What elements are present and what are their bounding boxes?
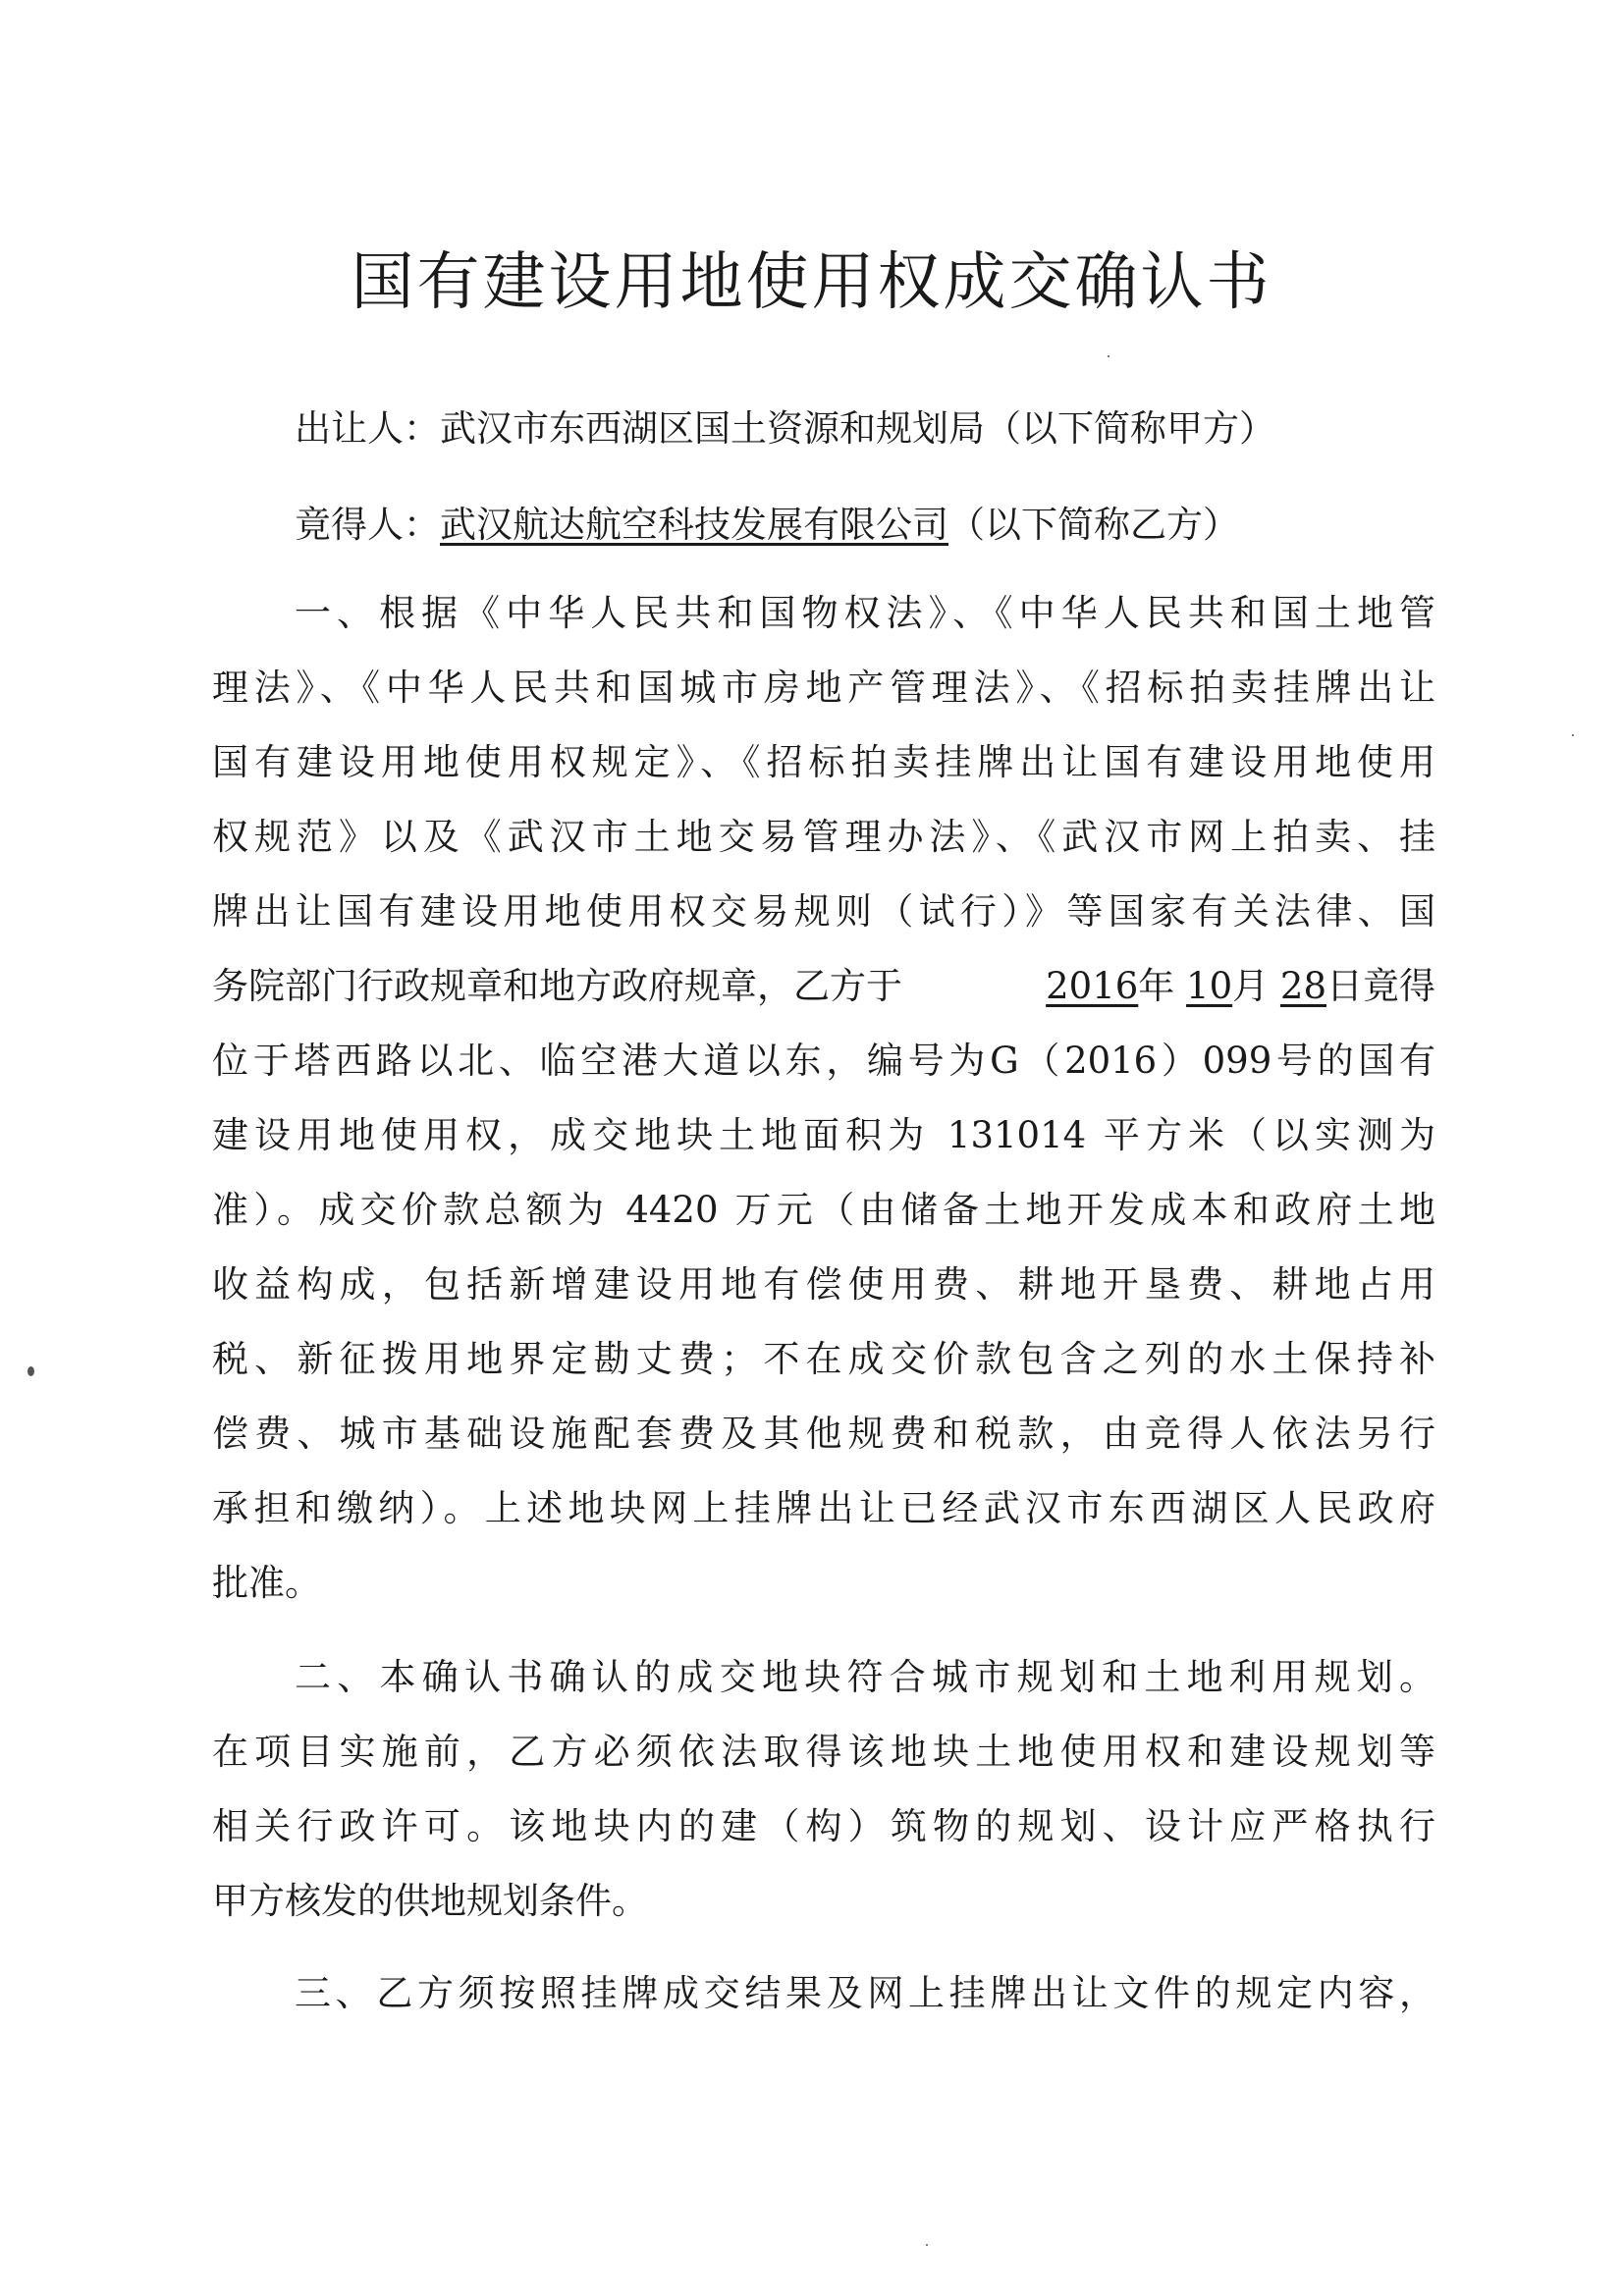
section1-line-6-text: 务院部门行政规章和地方政府规章，乙方于 <box>212 965 902 1007</box>
award-date <box>1046 962 1435 1011</box>
section1-line-14: 批准。 <box>212 1562 321 1604</box>
scan-speck <box>27 1366 34 1376</box>
section1-line-1: 一、根据《中华人民共和国物权法》、《中华人民共和国土地管 <box>295 592 1435 634</box>
grantor-name: 武汉市东西湖区国土资源和规划局（以下简称甲方） <box>440 407 1275 450</box>
award-year: 2016 <box>1046 965 1139 1007</box>
section1-line-4: 权规范》以及《武汉市土地交易管理办法》、《武汉市网上拍卖、挂 <box>212 816 1435 858</box>
winner-name: 武汉航达航空科技发展有限公司 <box>440 504 948 546</box>
section2-line-2: 在项目实施前，乙方必须依法取得该地块土地使用权和建设规划等 <box>212 1731 1435 1773</box>
section1-line-12: 偿费、城市基础设施配套费及其他规费和税款，由竞得人依法另行 <box>212 1413 1435 1455</box>
award-year-unit: 年 <box>1138 965 1175 1007</box>
scan-speck <box>1572 734 1574 736</box>
winner-line <box>295 501 1239 550</box>
section1-line-10: 收益构成，包括新增建设用地有偿使用费、耕地开垦费、耕地占用 <box>212 1263 1435 1306</box>
page-title: 国有建设用地使用权成交确认书 <box>351 246 1272 319</box>
section3-line-1: 三、乙方须按照挂牌成交结果及网上挂牌出让文件的规定内容， <box>295 1972 1435 2014</box>
section1-line-13: 承担和缴纳）。上述地块网上挂牌出让已经武汉市东西湖区人民政府 <box>212 1487 1435 1529</box>
section1-line-2: 理法》、《中华人民共和国城市房地产管理法》、《招标拍卖挂牌出让 <box>212 667 1435 709</box>
award-month-unit: 月 <box>1232 965 1270 1007</box>
scan-speck <box>926 2244 928 2246</box>
section1-line-9: 准）。成交价款总额为 4420 万元（由储备土地开发成本和政府土地 <box>212 1189 1435 1231</box>
section1-line-11: 税、新征拨用地界定勘丈费；不在成交价款包含之列的水土保持补 <box>212 1338 1435 1380</box>
section2-line-1: 二、本确认书确认的成交地块符合城市规划和土地利用规划。 <box>295 1656 1435 1698</box>
section2-line-4: 甲方核发的供地规划条件。 <box>212 1880 648 1922</box>
grantor-line <box>295 404 1275 454</box>
section1-line-8: 建设用地使用权，成交地块土地面积为 131014 平方米（以实测为 <box>212 1114 1435 1156</box>
scan-speck <box>1108 355 1109 357</box>
winner-label: 竟得人： <box>295 504 440 546</box>
section2-line-3: 相关行政许可。该地块内的建（构）筑物的规划、设计应严格执行 <box>212 1805 1435 1847</box>
section1-line-7: 位于塔西路以北、临空港大道以东，编号为G（2016）099号的国有 <box>212 1040 1435 1082</box>
section1-line-6 <box>212 962 1435 1011</box>
award-day: 28 <box>1279 965 1326 1007</box>
winner-suffix: （以下简称乙方） <box>948 504 1239 546</box>
award-day-tail: 日竟得 <box>1326 965 1435 1007</box>
grantor-label: 出让人： <box>295 407 440 450</box>
section1-line-5: 牌出让国有建设用地使用权交易规则（试行）》等国家有关法律、国 <box>212 890 1435 933</box>
section1-line-3: 国有建设用地使用权规定》、《招标拍卖挂牌出让国有建设用地使用 <box>212 741 1435 783</box>
award-month: 10 <box>1186 965 1233 1007</box>
